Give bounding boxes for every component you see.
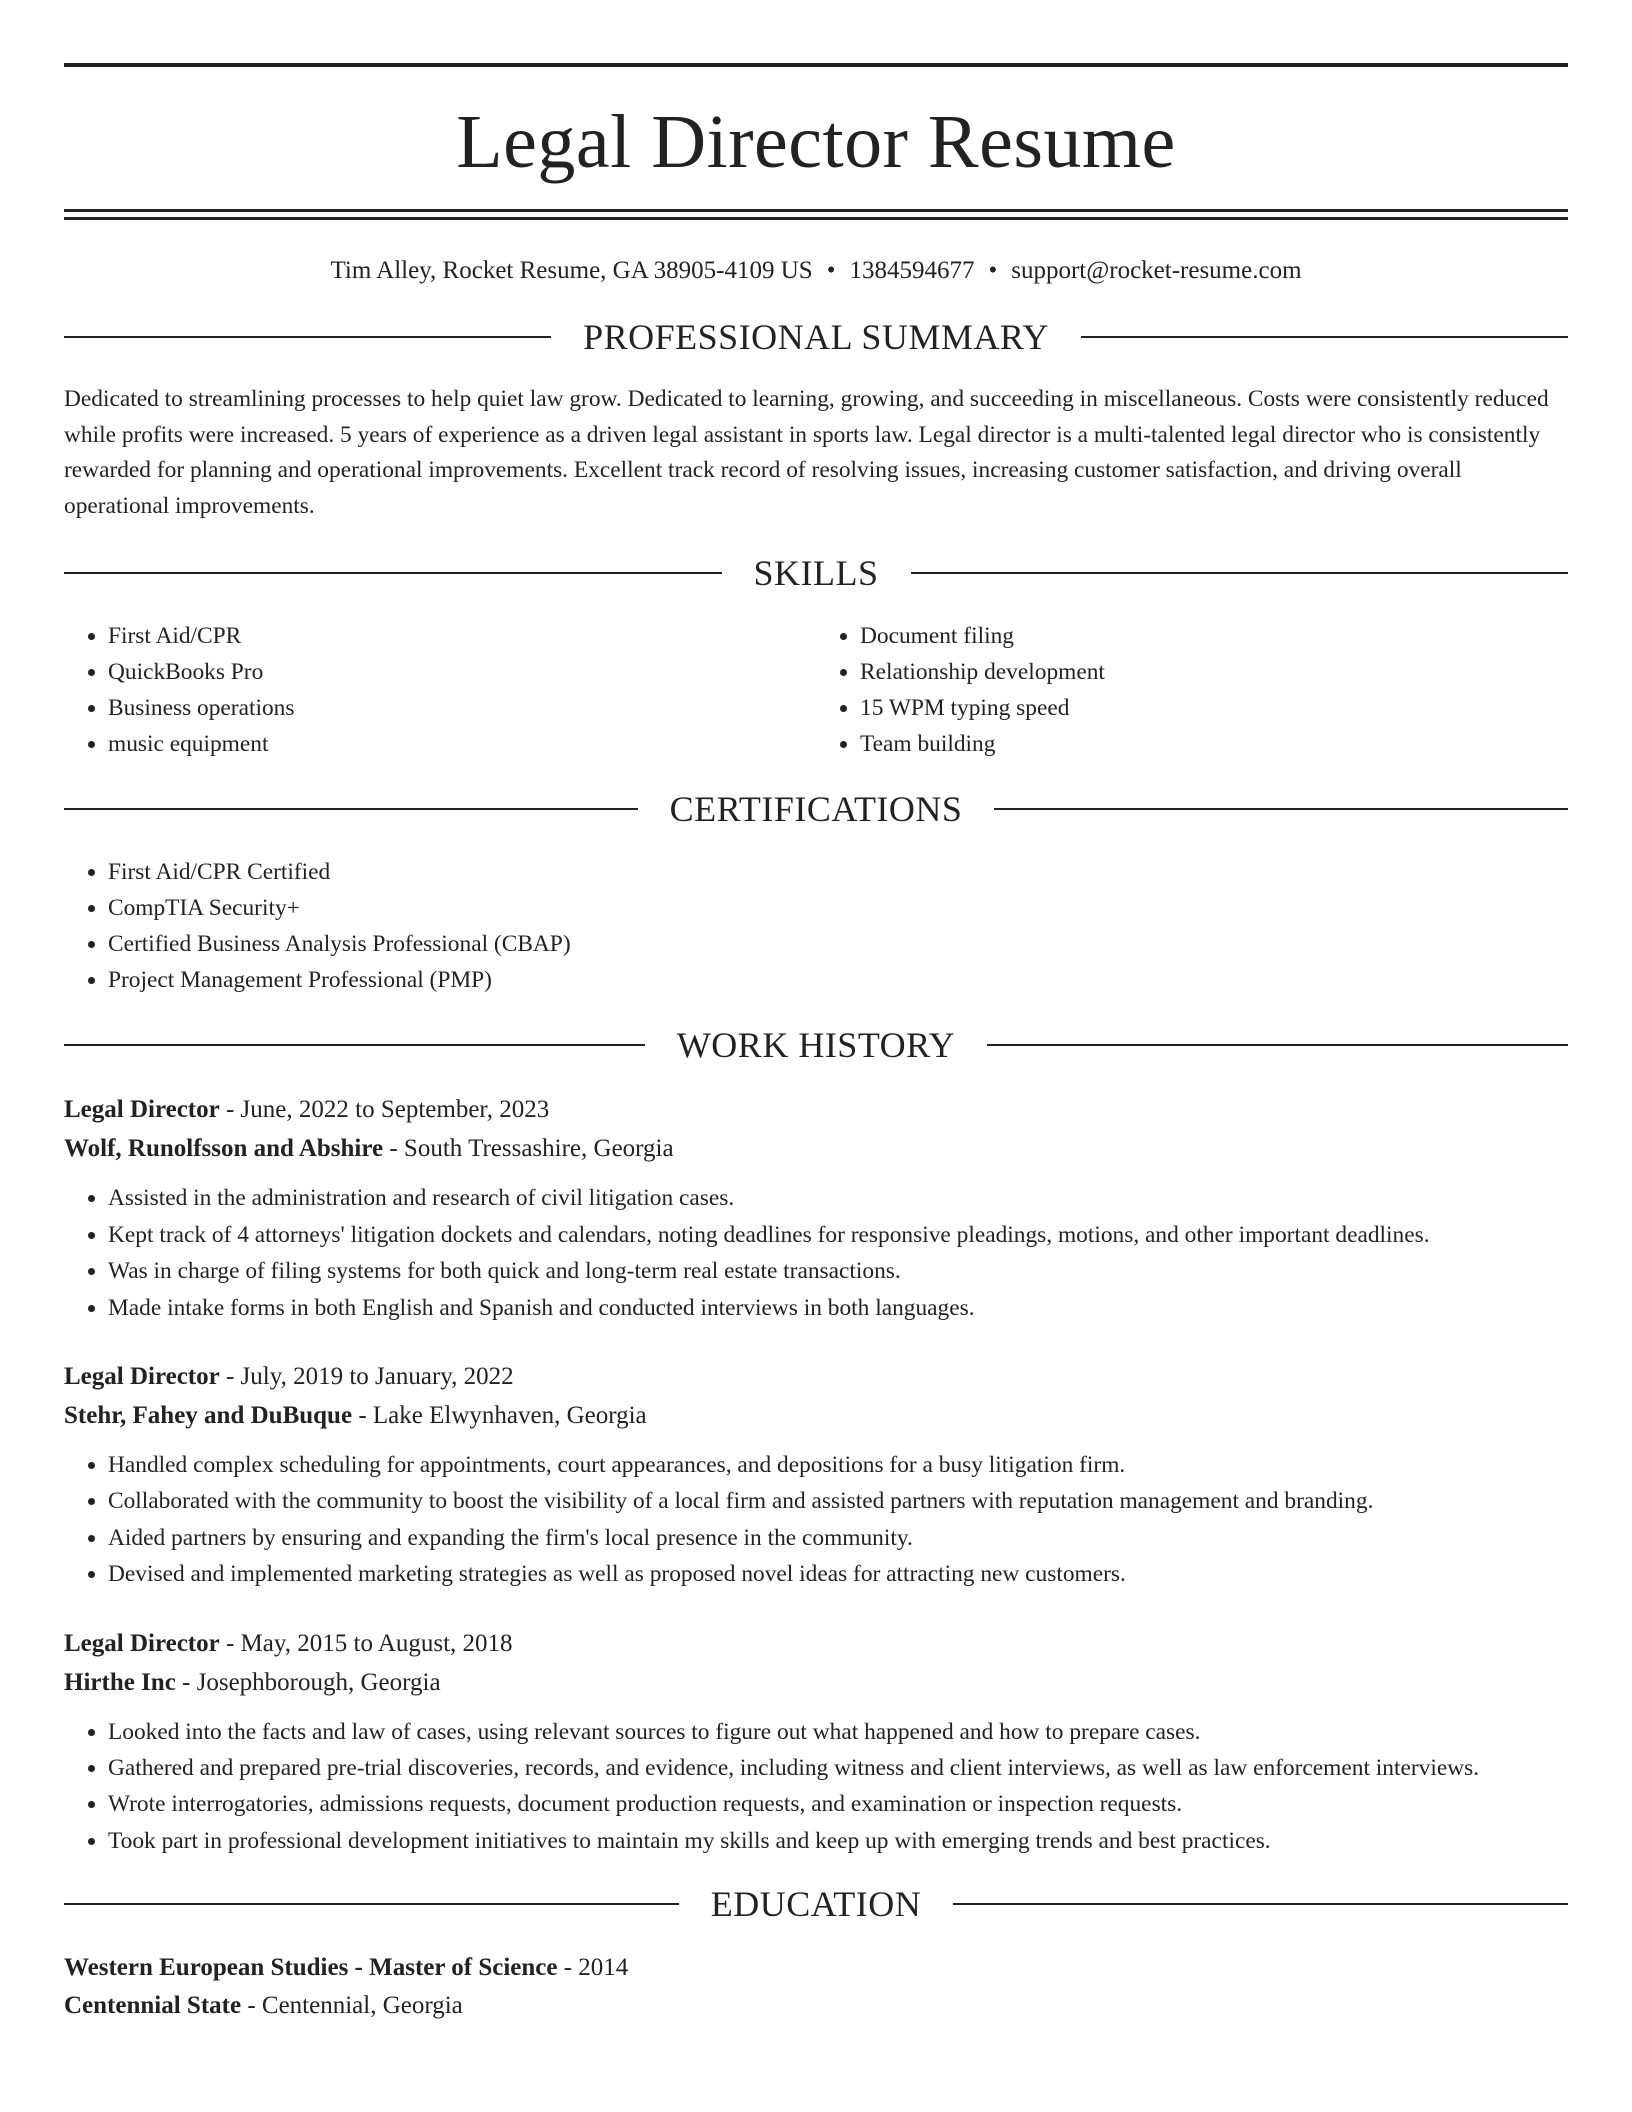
summary-text: Dedicated to streamlining processes to help quiet law grow. Dedicated to learning, growing, and succeeding in miscellaneous. Costs were consistently reduced while profits were increased. 5 years of experience as a driven legal assistant in sports law. Legal director is a multi-talented legal director who is consistently rewarded for planning and operational improvements. Excellent track record of resolving issues, increasing customer satisfaction, and driving overall operational improvements. (64, 386, 1549, 519)
section-header-education (64, 1881, 1568, 1927)
contact-separator: • (826, 257, 836, 284)
job-title-line (64, 1090, 1568, 1129)
contact-address: Tim Alley, Rocket Resume, GA 38905-4109 US (330, 257, 813, 284)
job-duty: • Assisted in the administration and research of civil litigation cases. (108, 1180, 1568, 1216)
title-double-rule (64, 209, 1568, 220)
job-title: Legal Director (64, 1096, 220, 1124)
job-dates: - May, 2015 to August, 2018 (219, 1629, 513, 1657)
page-title: Legal Director Resume (456, 100, 1176, 184)
contact-separator: • (988, 257, 998, 284)
section-rule (64, 336, 551, 338)
job-duty: • Handled complex scheduling for appointments, court appearances, and depositions for a busy litigation firm. (108, 1447, 1568, 1483)
job-duty: • Was in charge of filing systems for both quick and long-term real estate transactions. (108, 1253, 1568, 1289)
section-title-summary: PROFESSIONAL SUMMARY (583, 317, 1049, 357)
job-duties-list (64, 1714, 1568, 1860)
job-location: - South Tressashire, Georgia (383, 1135, 674, 1163)
section-header-summary (64, 314, 1568, 360)
section-rule (64, 1044, 645, 1046)
skill-item: • First Aid/CPR (108, 618, 816, 654)
skills-column-right (816, 618, 1568, 762)
education-school: Centennial State (64, 1992, 242, 2020)
education-location: - Centennial, Georgia (241, 1992, 463, 2020)
education-year: - 2014 (557, 1954, 629, 1982)
skill-item: • 15 WPM typing speed (860, 690, 1568, 726)
job-company-line (64, 1129, 1568, 1168)
certification-item: • CompTIA Security+ (108, 890, 1568, 926)
job-title: Legal Director (64, 1629, 220, 1657)
section-header-work-history (64, 1022, 1568, 1068)
job-company-line (64, 1396, 1568, 1435)
job-duties-list (64, 1447, 1568, 1593)
section-title-work-history: WORK HISTORY (676, 1025, 956, 1066)
section-rule (953, 1903, 1568, 1905)
education-school-line (64, 1987, 1568, 2025)
job-title-line (64, 1357, 1568, 1396)
job-company: Hirthe Inc (64, 1668, 176, 1696)
job-location: - Josephborough, Georgia (175, 1668, 441, 1696)
section-header-certifications (64, 786, 1568, 832)
skill-item: • Document filing (860, 618, 1568, 654)
job-entry (64, 1624, 1568, 1860)
certifications-list (64, 854, 1568, 998)
job-company: Wolf, Runolfsson and Abshire (64, 1135, 384, 1163)
contact-phone: 1384594677 (849, 257, 975, 284)
job-duty: • Aided partners by ensuring and expanding the firm's local presence in the community. (108, 1520, 1568, 1556)
job-duty: • Collaborated with the community to boost the visibility of a local firm and assisted partners with reputation management and branding. (108, 1483, 1568, 1519)
job-duty: • Gathered and prepared pre-trial discoveries, records, and evidence, including witness and client interviews, as well as law enforcement interviews. (108, 1750, 1568, 1786)
skills-list (64, 618, 1568, 762)
section-title-education: EDUCATION (710, 1884, 922, 1925)
skills-column-left (64, 618, 816, 762)
skill-item: • Team building (860, 726, 1568, 762)
certification-item: • Project Management Professional (PMP) (108, 962, 1568, 998)
job-duty: • Looked into the facts and law of cases, using relevant sources to figure out what happened and how to prepare cases. (108, 1714, 1568, 1750)
job-entry (64, 1357, 1568, 1593)
section-rule (987, 1044, 1568, 1046)
resume-page (64, 0, 1568, 2025)
job-duties-list (64, 1180, 1568, 1326)
job-entry (64, 1090, 1568, 1326)
section-rule (994, 808, 1568, 810)
section-rule (64, 1903, 679, 1905)
contact-line (64, 256, 1568, 286)
job-title: Legal Director (64, 1363, 220, 1390)
section-title-certifications: CERTIFICATIONS (669, 789, 963, 830)
job-title-line (64, 1624, 1568, 1663)
job-company: Stehr, Fahey and DuBuque (64, 1402, 353, 1429)
job-duty: • Kept track of 4 attorneys' litigation dockets and calendars, noting deadlines for responsive pleadings, motions, and other important deadlines. (108, 1217, 1568, 1253)
section-rule (911, 572, 1569, 574)
section-rule (64, 808, 638, 810)
job-company-line (64, 1663, 1568, 1702)
job-duty: • Devised and implemented marketing strategies as well as proposed novel ideas for attracting new customers. (108, 1556, 1568, 1592)
skill-item: • Business operations (108, 690, 816, 726)
job-location: - Lake Elwynhaven, Georgia (352, 1402, 647, 1429)
education-entry (64, 1949, 1568, 2025)
job-dates: - June, 2022 to September, 2023 (219, 1096, 550, 1124)
job-duty: • Wrote interrogatories, admissions requests, document production requests, and examination or inspection requests. (108, 1786, 1568, 1822)
education-degree: Western European Studies - Master of Science (64, 1954, 558, 1982)
contact-email[interactable]: support@rocket-resume.com (1011, 257, 1302, 284)
section-rule (1081, 336, 1568, 338)
certification-item: • Certified Business Analysis Professional (CBAP) (108, 926, 1568, 962)
certification-item: • First Aid/CPR Certified (108, 854, 1568, 890)
skill-item: • QuickBooks Pro (108, 654, 816, 690)
job-duty: • Took part in professional development initiatives to maintain my skills and keep up with emerging trends and best practices. (108, 1823, 1568, 1859)
section-header-skills (64, 550, 1568, 596)
job-duty: • Made intake forms in both English and Spanish and conducted interviews in both languages. (108, 1290, 1568, 1326)
skill-item: • music equipment (108, 726, 816, 762)
education-degree-line (64, 1949, 1568, 1987)
section-rule (64, 572, 722, 574)
skill-item: • Relationship development (860, 654, 1568, 690)
job-dates: - July, 2019 to January, 2022 (219, 1363, 514, 1390)
section-title-skills: SKILLS (753, 553, 879, 594)
